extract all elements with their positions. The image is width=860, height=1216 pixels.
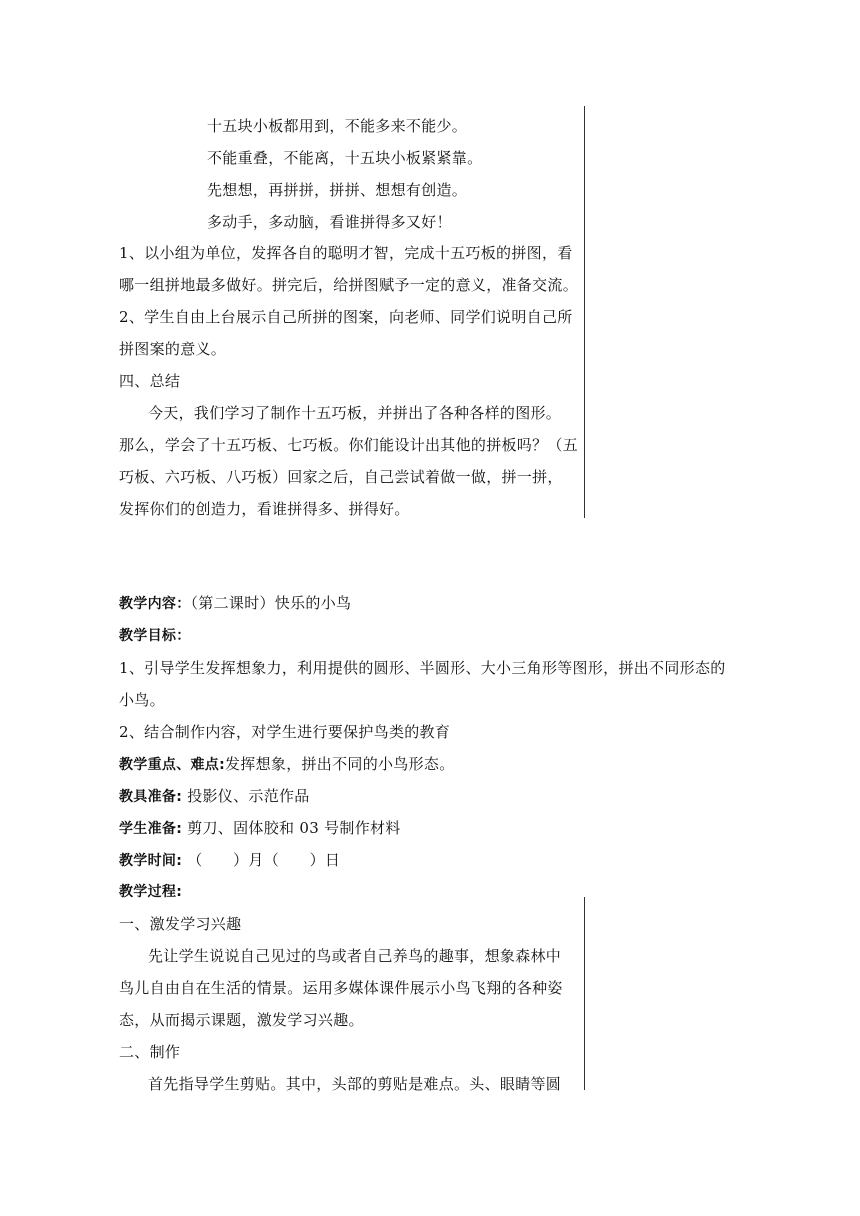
summary-line: 巧板、六巧板、八巧板）回家之后，自己尝试着做一做，拼一拼， bbox=[119, 468, 563, 486]
process-heading-1: 一、激发学习兴趣 bbox=[119, 915, 242, 933]
summary-line: 今天，我们学习了制作十五巧板，并拼出了各种各样的图形。 bbox=[148, 404, 562, 422]
step-line: 2、学生自由上台展示自己所拼的图案，向老师、同学们说明自己所 bbox=[119, 308, 573, 326]
tools-value: 投影仪、示范作品 bbox=[187, 787, 310, 805]
rhyme-line: 不能重叠，不能离，十五块小板紧紧靠。 bbox=[207, 149, 483, 167]
key-value: 发挥想象，拼出不同的小鸟形态。 bbox=[225, 755, 455, 773]
student-value: 剪刀、固体胶和 03 号制作材料 bbox=[187, 819, 401, 837]
tools-row bbox=[119, 786, 310, 807]
summary-line: 那么，学会了十五巧板、七巧板。你们能设计出其他的拼板吗？（五 bbox=[119, 436, 579, 454]
rhyme-line: 十五块小板都用到，不能多来不能少。 bbox=[207, 117, 468, 135]
student-row bbox=[119, 818, 401, 839]
content-value: （第二课时）快乐的小鸟 bbox=[190, 594, 352, 612]
key-label: 教学重点、难点: bbox=[119, 757, 225, 773]
content-row bbox=[119, 593, 351, 614]
process-line: 先让学生说说自己见过的鸟或者自己养鸟的趣事，想象森林中 bbox=[148, 947, 562, 965]
process-line: 态，从而揭示课题，激发学习兴趣。 bbox=[119, 1011, 364, 1029]
section2-right-rule bbox=[584, 897, 585, 1090]
time-label: 教学时间: bbox=[119, 853, 183, 869]
goal-line: 2、结合制作内容，对学生进行要保护鸟类的教育 bbox=[119, 723, 451, 741]
summary-line: 发挥你们的创造力，看谁拼得多、拼得好。 bbox=[119, 500, 410, 518]
goal-line: 小鸟。 bbox=[119, 691, 165, 709]
goals-label: 教学目标： bbox=[119, 628, 191, 644]
content-label: 教学内容： bbox=[119, 596, 191, 612]
student-label: 学生准备: bbox=[119, 821, 183, 837]
rhyme-line: 先想想，再拼拼，拼拼、想想有创造。 bbox=[207, 181, 468, 199]
tools-label: 教具准备: bbox=[119, 789, 183, 805]
summary-heading: 四、总结 bbox=[119, 372, 181, 390]
step-line: 拼图案的意义。 bbox=[119, 340, 227, 358]
process-heading-2: 二、制作 bbox=[119, 1043, 181, 1061]
process-line: 首先指导学生剪贴。其中，头部的剪贴是难点。头、眼睛等圆 bbox=[148, 1075, 562, 1093]
goal-line: 1、引导学生发挥想象力，利用提供的圆形、半圆形、大小三角形等图形，拼出不同形态的 bbox=[119, 659, 726, 677]
step-line: 1、以小组为单位，发挥各自的聪明才智，完成十五巧板的拼图，看 bbox=[119, 244, 573, 262]
key-row bbox=[119, 754, 455, 775]
time-row bbox=[119, 850, 340, 871]
process-label: 教学过程: bbox=[119, 884, 183, 900]
time-value: （ ）月（ ）日 bbox=[187, 851, 341, 869]
step-line: 哪一组拼地最多做好。拼完后，给拼图赋予一定的意义，准备交流。 bbox=[119, 276, 579, 294]
process-line: 鸟儿自由自在生活的情景。运用多媒体课件展示小鸟飞翔的各种姿 bbox=[119, 979, 563, 997]
rhyme-line: 多动手，多动脑，看谁拼得多又好！ bbox=[207, 213, 452, 231]
section1-right-rule bbox=[584, 106, 585, 518]
